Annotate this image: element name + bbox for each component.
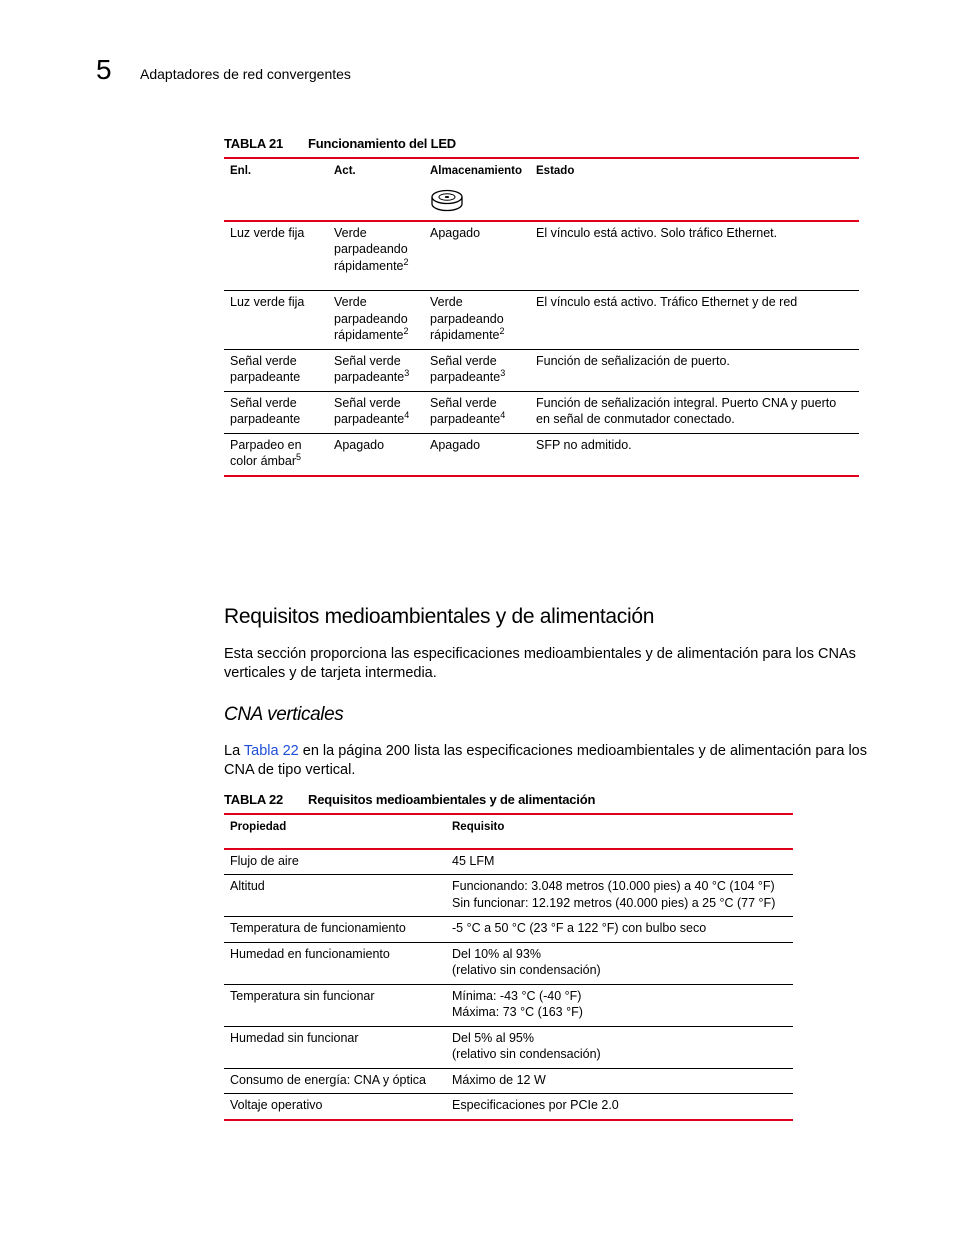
section-intro: Esta sección proporciona las especificaciones medioambientales y de alimentación para los CNAs verticales y de tarjeta intermedia. <box>224 646 856 681</box>
table-row <box>224 291 859 350</box>
requirement-line: Del 5% al 95% <box>452 1030 534 1045</box>
cell-activity <box>328 221 424 291</box>
cell-text: Señal verde parpadeante <box>334 395 405 426</box>
table22-title: Requisitos medioambientales y de alimentación <box>308 792 596 807</box>
storage-disk-icon <box>430 188 464 214</box>
table-row <box>224 984 793 1026</box>
column-header-label: Almacenamiento <box>430 165 523 177</box>
table22-link[interactable]: Tabla 22 <box>243 743 299 759</box>
section-heading: Requisitos medioambientales y de alimentación <box>224 605 655 628</box>
table-row <box>224 349 859 391</box>
cell-activity <box>328 349 424 391</box>
table-row <box>224 1068 793 1094</box>
environmental-requirements-table <box>224 813 793 1121</box>
footnote-ref: 4 <box>500 409 506 420</box>
cell-link-status <box>224 391 328 433</box>
cell-link-status <box>224 349 328 391</box>
column-header: Act. <box>334 165 356 177</box>
requirement-line: Máxima: 73 °C (163 °F) <box>452 1005 583 1019</box>
table21-caption <box>224 136 456 152</box>
footnote-ref: 3 <box>404 367 410 378</box>
footnote-ref: 4 <box>404 409 410 420</box>
table-row <box>224 391 859 433</box>
cell-text: Apagado <box>430 225 481 240</box>
cell-activity <box>328 291 424 350</box>
cell-requirement <box>446 1094 793 1120</box>
cell-text: Voltaje operativo <box>230 1098 323 1112</box>
column-header: Estado <box>536 165 575 177</box>
cell-text: Verde parpadeando rápidamente <box>334 225 408 273</box>
footnote-ref: 2 <box>499 325 505 336</box>
cell-text: Altitud <box>230 879 265 893</box>
cell-storage <box>424 349 530 391</box>
column-header: Requisito <box>452 821 505 833</box>
cell-text: Señal verde parpadeante <box>230 353 301 384</box>
cell-text: Verde parpadeando rápidamente <box>334 295 408 342</box>
chapter-title: Adaptadores de red convergentes <box>140 66 351 82</box>
subsection-heading: CNA verticales <box>224 704 344 725</box>
requirement-line: Máximo de 12 W <box>452 1072 546 1087</box>
cell-state <box>530 433 859 476</box>
cell-activity <box>328 391 424 433</box>
requirement-line: 45 LFM <box>452 853 495 868</box>
cell-text: Señal verde parpadeante <box>430 353 501 384</box>
requirement-line: Sin funcionar: 12.192 metros (40.000 pies) a 25 °C (77 °F) <box>452 895 776 910</box>
cell-requirement <box>446 917 793 943</box>
chapter-number: 5 <box>96 54 112 85</box>
table-row <box>224 1026 793 1068</box>
cell-requirement <box>446 849 793 875</box>
cell-property <box>224 1068 446 1094</box>
table-header-row <box>224 158 859 221</box>
table22-label: TABLA 22 <box>224 792 284 807</box>
cell-text: Luz verde fija <box>230 225 305 240</box>
cell-text: Flujo de aire <box>230 853 299 868</box>
cell-state <box>530 391 859 433</box>
requirement-line: (relativo sin condensación) <box>452 963 601 977</box>
cell-link-status <box>224 291 328 350</box>
column-header: Propiedad <box>230 821 287 833</box>
footnote-ref: 2 <box>403 256 409 267</box>
table-row <box>224 942 793 984</box>
cell-text: Parpadeo en color ámbar <box>230 437 302 468</box>
cell-property <box>224 984 446 1026</box>
cell-text: Consumo de energía: CNA y óptica <box>230 1072 426 1087</box>
table-row <box>224 875 793 917</box>
cell-text: Apagado <box>334 437 385 452</box>
cell-requirement <box>446 942 793 984</box>
cell-text: El vínculo está activo. Tráfico Ethernet y de red <box>536 295 798 309</box>
cell-requirement <box>446 1068 793 1094</box>
cell-activity <box>328 433 424 476</box>
cell-property <box>224 875 446 917</box>
cell-text: Temperatura de funcionamiento <box>230 921 406 935</box>
table21-title: Funcionamiento del LED <box>308 136 456 151</box>
cell-storage <box>424 433 530 476</box>
requirement-line: (relativo sin condensación) <box>452 1047 601 1061</box>
cell-link-status <box>224 433 328 476</box>
cell-text: Señal verde parpadeante <box>334 353 405 384</box>
cell-property <box>224 942 446 984</box>
cell-text: SFP no admitido. <box>536 437 632 452</box>
paragraph-text: en la página 200 lista las especificaciones medioambientales y de alimentación para los CNA de tipo vertical. <box>224 743 867 778</box>
table-row <box>224 221 859 291</box>
cell-text: Luz verde fija <box>230 295 305 309</box>
cell-property <box>224 849 446 875</box>
footnote-ref: 3 <box>500 367 506 378</box>
footnote-ref: 2 <box>403 325 409 336</box>
table21-label: TABLA 21 <box>224 136 284 151</box>
cell-property <box>224 917 446 943</box>
table-header-row <box>224 814 793 849</box>
cell-state <box>530 349 859 391</box>
cell-text: Función de señalización integral. Puerto CNA y puerto en señal de conmutador conectado. <box>536 395 837 426</box>
cell-storage <box>424 221 530 291</box>
cell-text: El vínculo está activo. Solo tráfico Ethernet. <box>536 225 778 240</box>
cell-text: Humedad sin funcionar <box>230 1030 359 1045</box>
led-operation-table <box>224 157 859 477</box>
cell-text: Apagado <box>430 437 481 452</box>
cell-storage <box>424 291 530 350</box>
requirement-line: Especificaciones por PCIe 2.0 <box>452 1098 619 1112</box>
footnote-ref: 5 <box>296 451 302 462</box>
cell-text: Señal verde parpadeante <box>430 395 501 426</box>
table-row <box>224 917 793 943</box>
subsection-paragraph <box>224 742 874 780</box>
cell-requirement <box>446 875 793 917</box>
cell-text: Temperatura sin funcionar <box>230 988 375 1003</box>
cell-property <box>224 1026 446 1068</box>
table-row <box>224 1094 793 1120</box>
cell-state <box>530 291 859 350</box>
cell-property <box>224 1094 446 1120</box>
cell-text: Función de señalización de puerto. <box>536 353 730 368</box>
cell-text: Humedad en funcionamiento <box>230 946 390 961</box>
requirement-line: Mínima: -43 °C (-40 °F) <box>452 988 582 1003</box>
requirement-line: -5 °C a 50 °C (23 °F a 122 °F) con bulbo seco <box>452 921 707 935</box>
requirement-line: Funcionando: 3.048 metros (10.000 pies) a 40 °C (104 °F) <box>452 879 775 893</box>
column-header: Enl. <box>230 165 252 177</box>
requirement-line: Del 10% al 93% <box>452 946 541 961</box>
table-row <box>224 849 793 875</box>
cell-storage <box>424 391 530 433</box>
column-header-storage <box>424 158 530 221</box>
table22-caption <box>224 792 595 808</box>
cell-text: Señal verde parpadeante <box>230 395 301 426</box>
paragraph-text: La <box>224 743 244 759</box>
cell-requirement <box>446 1026 793 1068</box>
cell-text: Verde parpadeando rápidamente <box>430 295 504 342</box>
cell-requirement <box>446 984 793 1026</box>
table-row <box>224 433 859 476</box>
cell-link-status <box>224 221 328 291</box>
cell-state <box>530 221 859 291</box>
